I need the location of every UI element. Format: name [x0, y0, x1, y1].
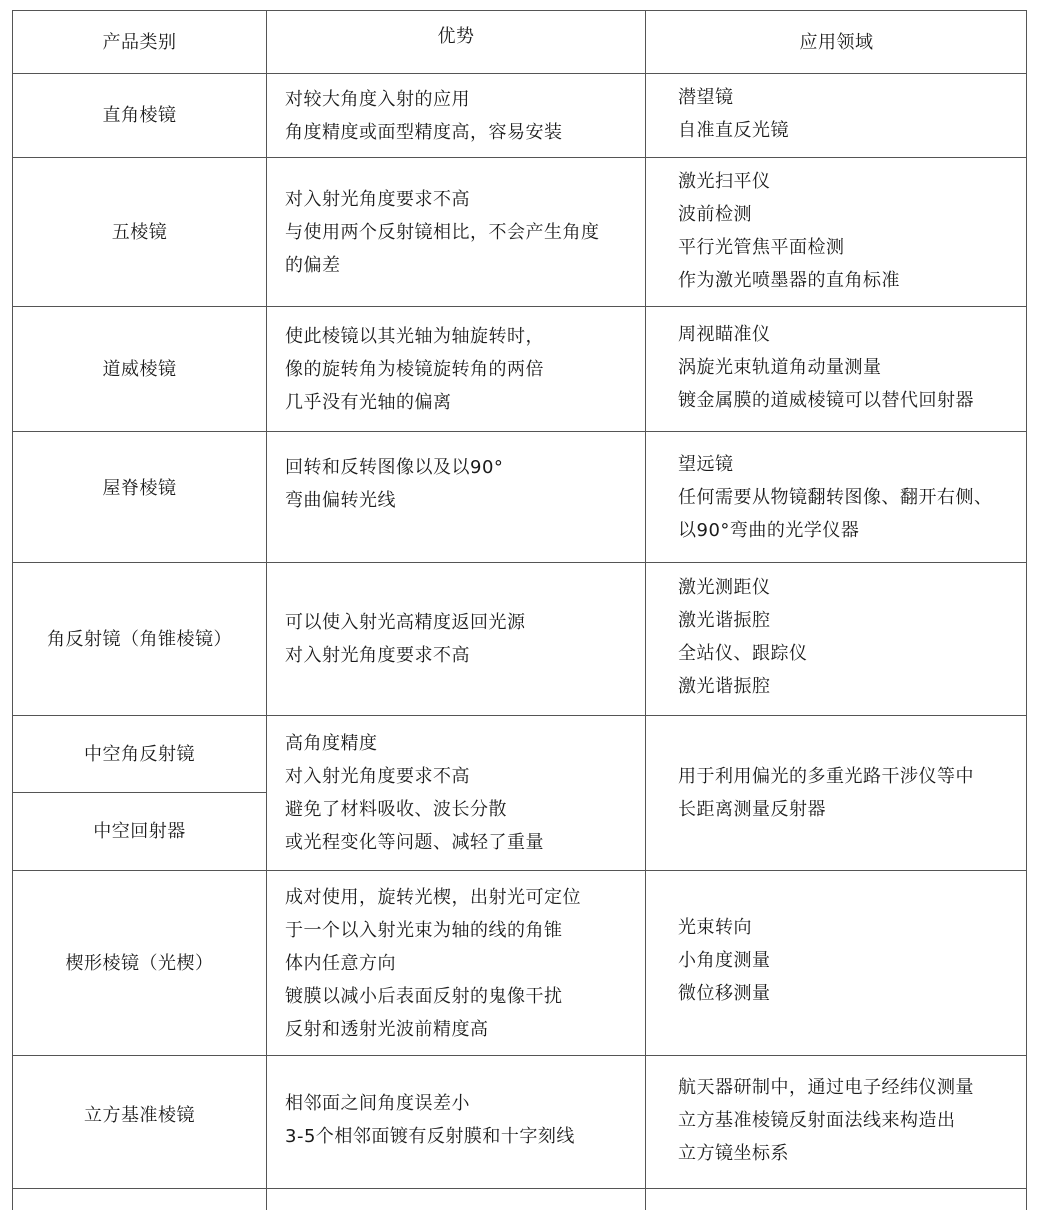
category-label: 中空角反射镜 [84, 743, 195, 765]
table-row-applications [646, 563, 1027, 711]
table-rule-row [12, 1188, 1027, 1189]
table-row-advantages [267, 307, 645, 431]
advantage-line: 镀膜以减小后表面反射的鬼像干扰 [285, 985, 563, 1007]
table-row-category-secondary [13, 793, 266, 870]
table-row-applications [646, 158, 1027, 304]
table-row-advantages [267, 432, 645, 536]
table-row-category [13, 158, 266, 306]
category-label: 直角棱镜 [102, 105, 177, 126]
table-row-applications [646, 1056, 1027, 1184]
category-label: 屋脊棱镜 [102, 477, 177, 499]
advantage-line: 的偏差 [285, 254, 341, 276]
table-row-category [13, 74, 266, 157]
advantage-line: 或光程变化等问题、减轻了重量 [285, 832, 544, 853]
advantage-line: 几乎没有光轴的偏离 [285, 391, 452, 413]
advantage-line: 回转和反转图像以及以90° [285, 457, 504, 478]
table-row-category [13, 432, 266, 544]
category-label: 立方基准棱镜 [84, 1104, 195, 1126]
application-line: 立方镜坐标系 [678, 1142, 789, 1164]
advantage-line: 体内任意方向 [285, 952, 396, 974]
application-line: 自准直反光镜 [678, 120, 789, 141]
table-row-advantages [267, 158, 645, 306]
table-row-advantages [267, 74, 645, 157]
advantage-line: 与使用两个反射镜相比，不会产生角度 [285, 221, 600, 243]
table-row-applications [646, 871, 1027, 1049]
application-line: 平行光管焦平面检测 [678, 237, 845, 258]
advantage-line: 相邻面之间角度误差小 [285, 1093, 470, 1114]
table-row-applications [646, 307, 1027, 427]
advantage-line: 对较大角度入射的应用 [285, 88, 470, 110]
advantage-line: 成对使用，旋转光楔，出射光可定位 [285, 886, 581, 908]
application-line: 以90°弯曲的光学仪器 [678, 519, 860, 541]
advantage-line: 像的旋转角为棱镜旋转角的两倍 [285, 358, 544, 380]
application-line: 激光测距仪 [678, 577, 771, 598]
advantage-line: 避免了材料吸收、波长分散 [285, 799, 507, 820]
application-line: 潜望镜 [678, 87, 734, 108]
application-line: 望远镜 [678, 453, 734, 475]
header-application [646, 11, 1027, 73]
application-line: 航天器研制中，通过电子经纬仪测量 [678, 1076, 974, 1098]
table-row-category [13, 1056, 266, 1174]
advantage-line: 角度精度或面型精度高，容易安装 [285, 121, 563, 143]
application-line: 任何需要从物镜翻转图像、翻开右侧、 [678, 486, 993, 508]
table-row-advantages [267, 1056, 645, 1184]
advantage-line: 使此棱镜以其光轴为轴旋转时， [285, 325, 544, 347]
table-row-applications [646, 432, 1027, 562]
application-line: 激光谐振腔 [678, 676, 771, 697]
advantage-line: 对入射光角度要求不高 [285, 188, 470, 210]
header-application-label: 应用领域 [799, 31, 874, 53]
application-line: 激光扫平仪 [678, 171, 771, 192]
advantage-line: 于一个以入射光束为轴的线的角锥 [285, 919, 563, 941]
table-row-category [13, 563, 266, 715]
table-row-advantages [267, 563, 645, 715]
table-row-applications [646, 716, 1027, 870]
application-line: 激光谐振腔 [678, 610, 771, 631]
table-row-advantages [267, 716, 645, 870]
category-label: 楔形棱镜（光楔） [65, 952, 214, 974]
advantage-line: 3-5个相邻面镀有反射膜和十字刻线 [285, 1126, 575, 1147]
application-line: 全站仪、跟踪仪 [678, 643, 808, 664]
application-line: 用于利用偏光的多重光路干涉仪等中 [678, 766, 974, 787]
header-advantage [267, 11, 645, 61]
application-line: 立方基准棱镜反射面法线来构造出 [678, 1109, 956, 1131]
header-advantage-label: 优势 [437, 25, 475, 47]
table-row-applications [646, 74, 1027, 154]
advantage-line: 可以使入射光高精度返回光源 [285, 612, 526, 633]
header-category [13, 11, 266, 73]
category-label: 五棱镜 [111, 221, 168, 243]
application-line: 光束转向 [678, 916, 752, 938]
application-line: 作为激光喷墨器的直角标准 [678, 270, 900, 291]
application-line: 波前检测 [678, 204, 752, 225]
application-line: 长距离测量反射器 [678, 799, 826, 820]
table-row-category [13, 716, 266, 792]
advantage-line: 弯曲偏转光线 [285, 490, 396, 511]
table-row-advantages [267, 871, 645, 1055]
product-table [12, 10, 1027, 1210]
advantage-line: 对入射光角度要求不高 [285, 766, 470, 787]
application-line: 镀金属膜的道威棱镜可以替代回射器 [678, 389, 974, 411]
application-line: 微位移测量 [678, 982, 771, 1004]
category-label: 中空回射器 [93, 821, 186, 842]
category-label: 道威棱镜 [102, 358, 177, 380]
application-line: 涡旋光束轨道角动量测量 [678, 356, 882, 378]
category-label: 角反射镜（角锥棱镜） [47, 628, 232, 650]
application-line: 周视瞄准仪 [678, 323, 771, 345]
header-category-label: 产品类别 [102, 31, 177, 53]
table-row-category [13, 307, 266, 431]
application-line: 小角度测量 [678, 949, 771, 971]
advantage-line: 高角度精度 [285, 733, 378, 754]
table-row-category [13, 871, 266, 1055]
advantage-line: 反射和透射光波前精度高 [285, 1018, 489, 1040]
advantage-line: 对入射光角度要求不高 [285, 645, 470, 666]
